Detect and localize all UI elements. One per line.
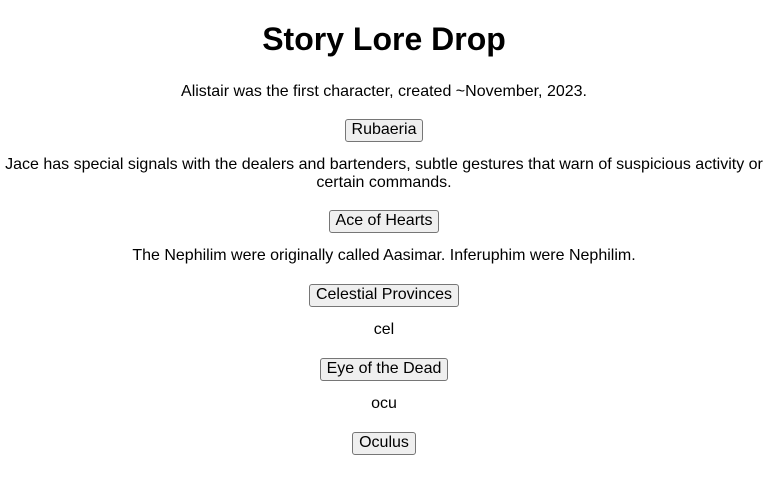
eye-of-the-dead-button[interactable]: Eye of the Dead (320, 358, 449, 381)
lore-text-1: Alistair was the first character, created ~November, 2023. (181, 83, 587, 100)
lore-text-5: ocu (371, 395, 397, 412)
lore-text-4: cel (373, 321, 395, 338)
rubaeria-button[interactable]: Rubaeria (345, 119, 424, 142)
lore-text-2: Jace has special signals with the dealers and bartenders, subtle gestures that warn of suspicious activity or certain commands. (5, 156, 763, 191)
celestial-provinces-button[interactable]: Celestial Provinces (309, 284, 459, 307)
button-row-2 (0, 210, 768, 233)
page-title: Story Lore Drop (262, 21, 506, 57)
oculus-button[interactable]: Oculus (352, 432, 416, 455)
lore-text-3: The Nephilim were originally called Aasimar. Inferuphim were Nephilim. (132, 247, 636, 264)
ace-of-hearts-button[interactable]: Ace of Hearts (329, 210, 440, 233)
button-row-3 (0, 284, 768, 307)
button-row-1 (0, 119, 768, 142)
button-row-4 (0, 358, 768, 381)
button-row-5 (0, 432, 768, 455)
